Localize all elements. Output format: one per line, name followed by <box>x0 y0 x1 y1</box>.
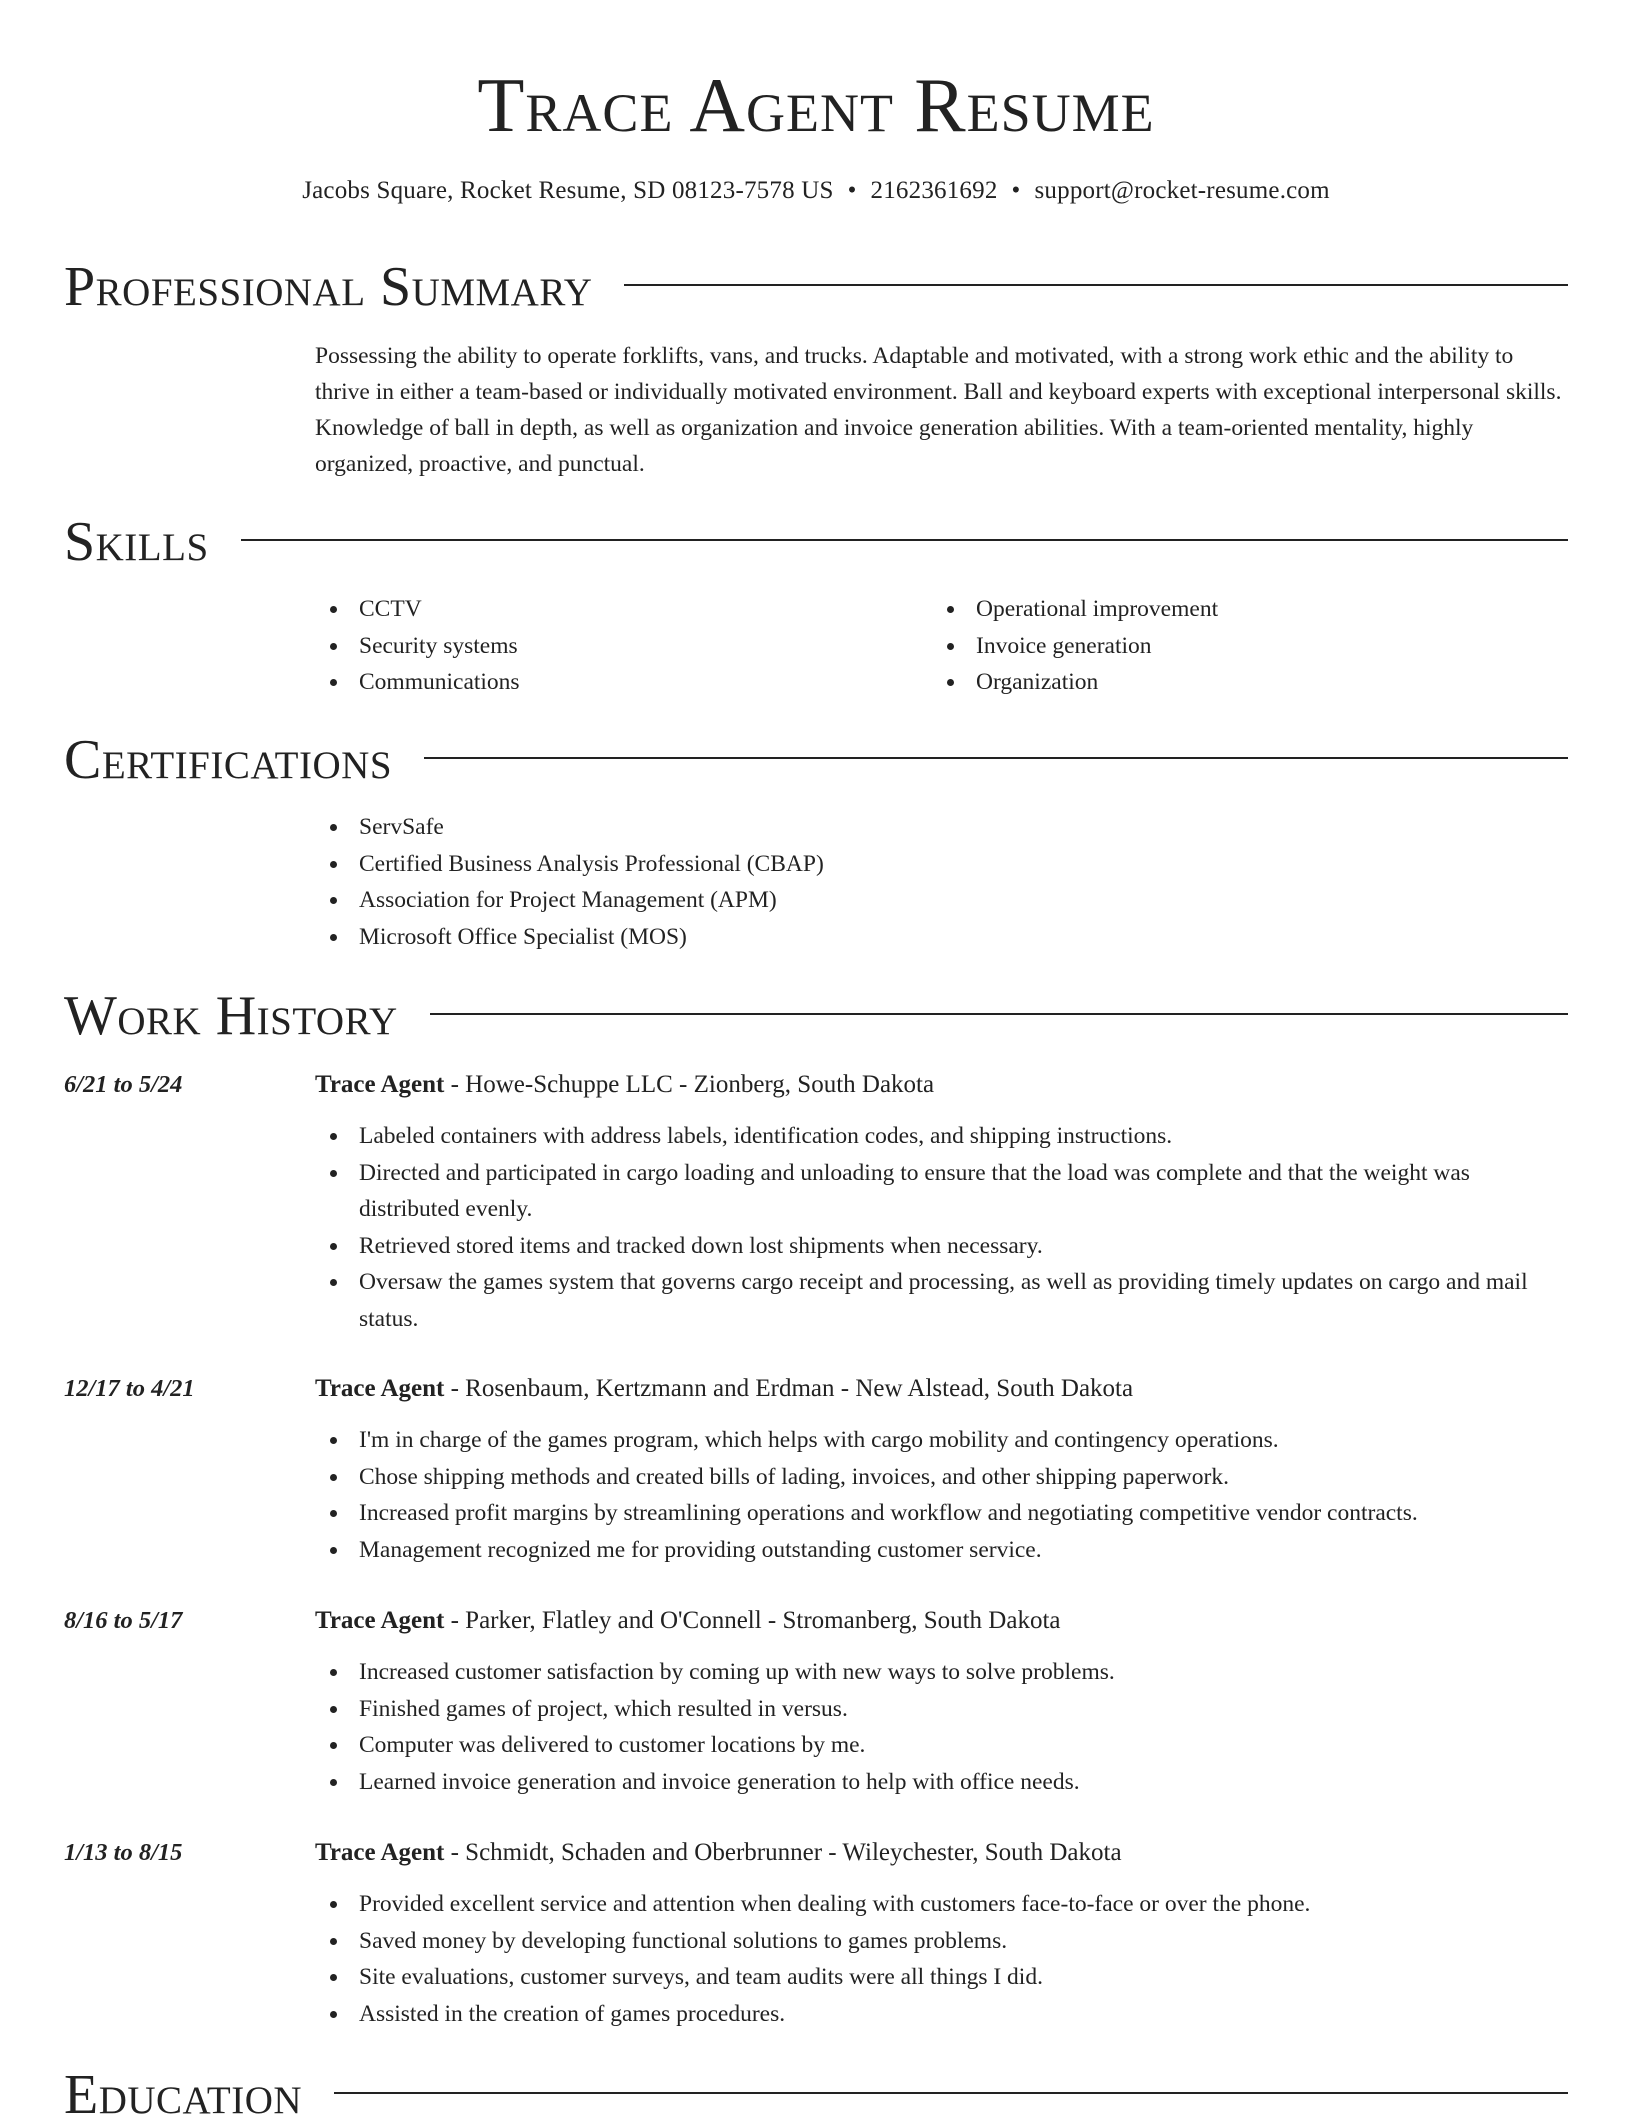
skill-item: Operational improvement <box>932 591 1568 628</box>
job-duties <box>315 1654 1568 1800</box>
job-header <box>315 1372 1133 1406</box>
section-header-summary <box>64 255 1568 319</box>
certification-item: ServSafe <box>315 809 1568 846</box>
section-divider <box>241 539 1568 541</box>
skill-item: Organization <box>932 664 1568 701</box>
job-duty: Increased customer satisfaction by coming up with new ways to solve problems. <box>315 1654 1568 1691</box>
contact-phone: 2162361692 <box>870 177 998 204</box>
contact-separator: • <box>1011 177 1021 204</box>
skill-item: Communications <box>315 664 915 701</box>
skills-list-right <box>932 591 1568 701</box>
section-header-certifications <box>64 728 1568 792</box>
job-header <box>315 1604 1061 1638</box>
job-role: Trace Agent <box>315 1839 445 1866</box>
contact-line <box>0 174 1632 208</box>
job-employer-location: - Schmidt, Schaden and Oberbrunner - Wileychester, South Dakota <box>444 1839 1122 1866</box>
certification-item: Association for Project Management (APM) <box>315 882 1568 919</box>
job-duty: Management recognized me for providing outstanding customer service. <box>315 1532 1568 1569</box>
section-header-education <box>64 2063 1568 2127</box>
skills-list-left <box>315 591 915 701</box>
job-duties <box>315 1118 1568 1337</box>
resume-title: Trace Agent Resume <box>477 62 1155 148</box>
job-duty: Assisted in the creation of games procedures. <box>315 1996 1568 2033</box>
job-duty: Retrieved stored items and tracked down lost shipments when necessary. <box>315 1228 1568 1265</box>
job-duty: Directed and participated in cargo loading and unloading to ensure that the load was complete and that the weight was distributed evenly. <box>315 1155 1568 1228</box>
job-employer-location: - Rosenbaum, Kertzmann and Erdman - New Alstead, South Dakota <box>444 1375 1134 1402</box>
job-employer-location: - Howe-Schuppe LLC - Zionberg, South Dakota <box>444 1071 935 1098</box>
section-header-work-history <box>64 984 1568 1048</box>
certifications-list <box>315 809 1568 955</box>
job-duty: I'm in charge of the games program, which helps with cargo mobility and contingency operations. <box>315 1422 1568 1459</box>
job-duty: Saved money by developing functional solutions to games problems. <box>315 1923 1568 1960</box>
certifications-block <box>315 809 1568 955</box>
summary-text: Possessing the ability to operate forklifts, vans, and trucks. Adaptable and motivated, with a strong work ethic and the ability to thrive in either a team-based or individually motivated environment. Ball and keyboard experts with exceptional interpersonal skills. Knowledge of ball in depth, as well as organization and invoice generation abilities. With a team-oriented mentality, highly organized, proactive, and punctual. <box>315 343 1562 477</box>
job-duty: Chose shipping methods and created bills of lading, invoices, and other shipping paperwork. <box>315 1459 1568 1496</box>
skill-item: Invoice generation <box>932 628 1568 665</box>
section-divider <box>424 757 1568 759</box>
job-duties <box>315 1886 1568 2032</box>
section-divider <box>624 284 1568 286</box>
skills-column-left <box>315 591 915 701</box>
job-duty: Computer was delivered to customer locations by me. <box>315 1727 1568 1764</box>
skills-column-right <box>932 591 1568 701</box>
job-role: Trace Agent <box>315 1375 445 1402</box>
section-divider <box>430 1013 1568 1015</box>
skill-item: Security systems <box>315 628 915 665</box>
section-header-skills <box>64 510 1568 574</box>
job-dates: 12/17 to 4/21 <box>64 1375 195 1402</box>
certification-item: Microsoft Office Specialist (MOS) <box>315 919 1568 956</box>
contact-separator: • <box>847 177 857 204</box>
job-employer-location: - Parker, Flatley and O'Connell - Stromanberg, South Dakota <box>444 1607 1061 1634</box>
job-dates: 1/13 to 8/15 <box>64 1839 183 1866</box>
job-duty: Finished games of project, which resulted in versus. <box>315 1691 1568 1728</box>
certification-item: Certified Business Analysis Professional (CBAP) <box>315 846 1568 883</box>
job-role: Trace Agent <box>315 1071 445 1098</box>
contact-address: Jacobs Square, Rocket Resume, SD 08123-7578 US <box>302 177 834 204</box>
section-title-skills: Skills <box>64 511 209 573</box>
job-header <box>315 1068 934 1102</box>
section-title-education: Education <box>64 2064 303 2126</box>
job-dates: 6/21 to 5/24 <box>64 1071 183 1098</box>
job-role: Trace Agent <box>315 1607 445 1634</box>
job-dates: 8/16 to 5/17 <box>64 1607 183 1634</box>
job-duty: Site evaluations, customer surveys, and team audits were all things I did. <box>315 1959 1568 1996</box>
job-duty: Provided excellent service and attention when dealing with customers face-to-face or over the phone. <box>315 1886 1568 1923</box>
job-duty: Oversaw the games system that governs cargo receipt and processing, as well as providing timely updates on cargo and mail status. <box>315 1264 1568 1337</box>
job-duty: Increased profit margins by streamlining operations and workflow and negotiating competitive vendor contracts. <box>315 1495 1568 1532</box>
job-duty: Learned invoice generation and invoice generation to help with office needs. <box>315 1764 1568 1801</box>
contact-email: support@rocket-resume.com <box>1034 177 1330 204</box>
job-duty: Labeled containers with address labels, identification codes, and shipping instructions. <box>315 1118 1568 1155</box>
job-header <box>315 1836 1122 1870</box>
section-title-certifications: Certifications <box>64 729 393 791</box>
section-title-work-history: Work History <box>64 985 398 1047</box>
section-divider <box>334 2092 1568 2094</box>
skill-item: CCTV <box>315 591 915 628</box>
job-duties <box>315 1422 1568 1568</box>
section-title-summary: Professional Summary <box>64 256 593 318</box>
